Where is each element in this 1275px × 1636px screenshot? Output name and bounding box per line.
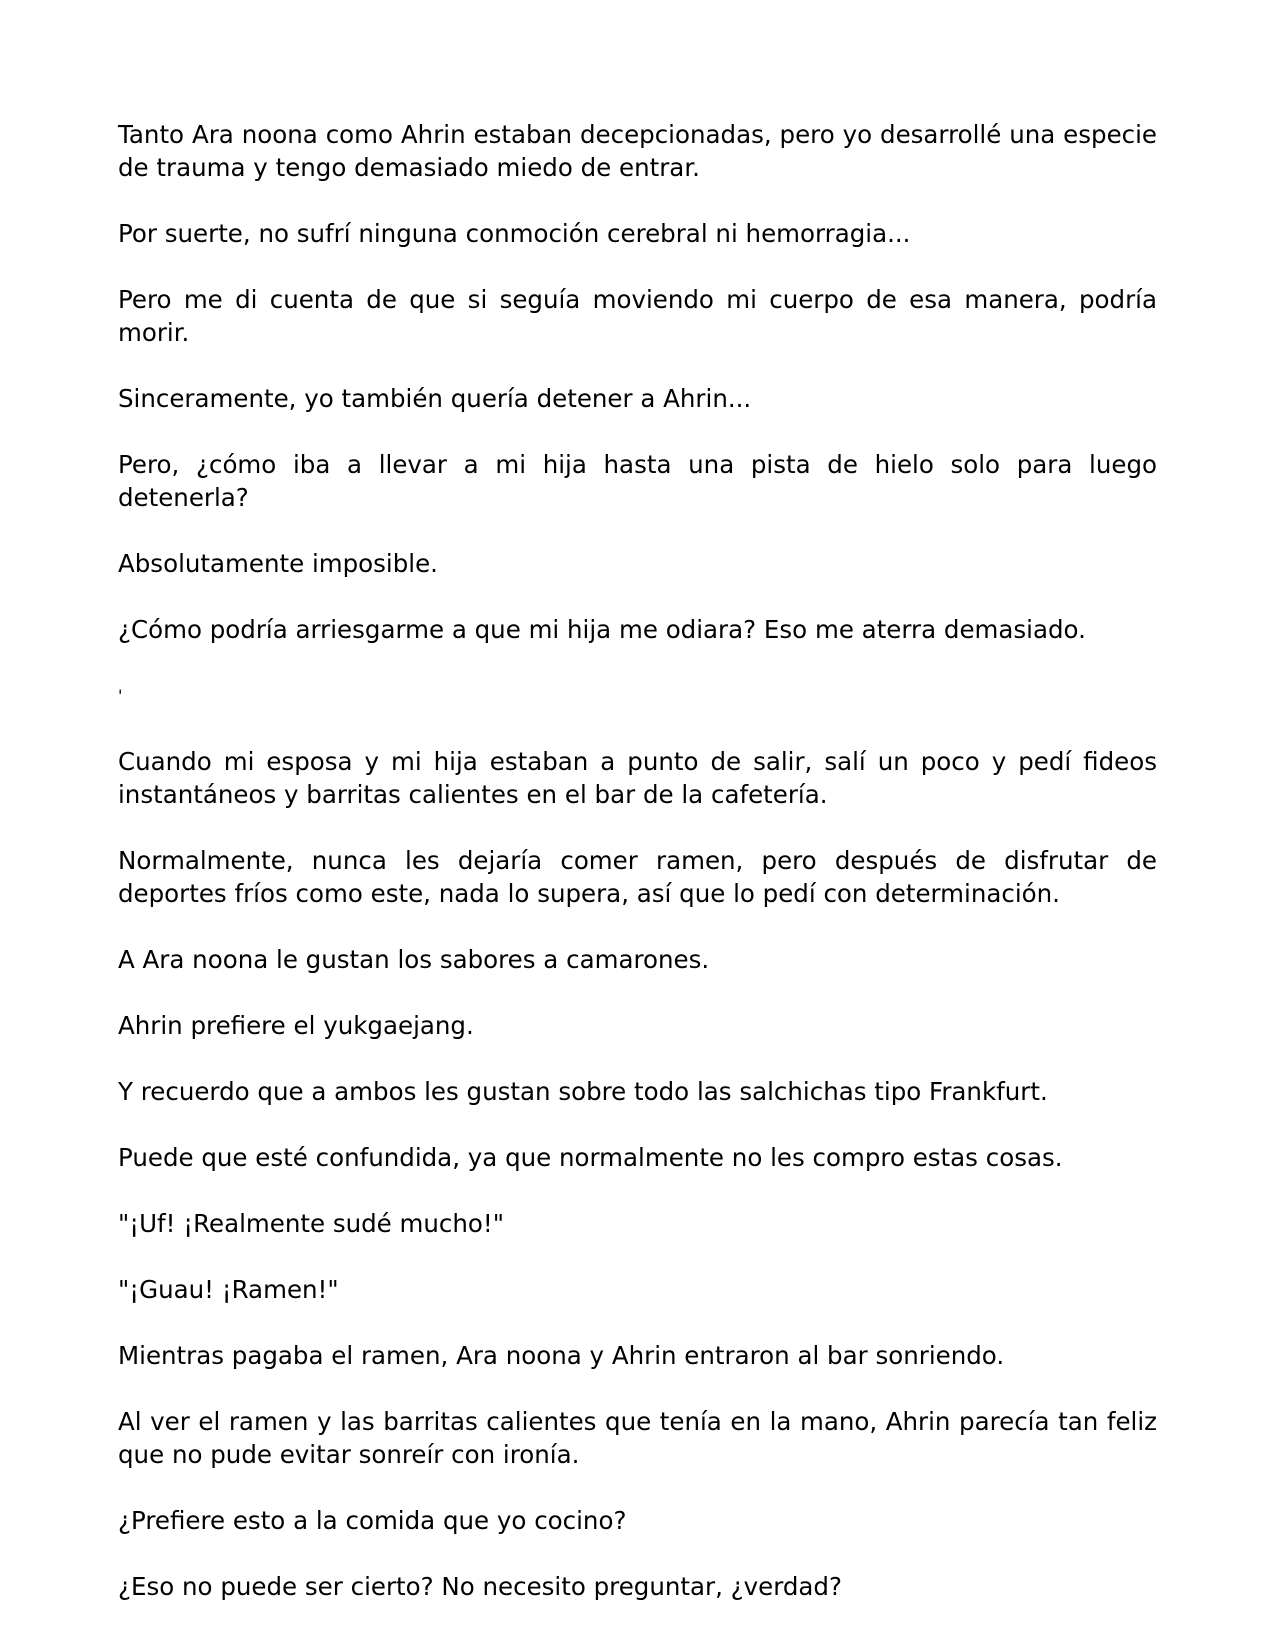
paragraph: Al ver el ramen y las barritas calientes que tenía en la mano, Ahrin parecía tan feliz que no pude evitar sonreír con ironía.	[118, 1407, 1157, 1469]
paragraph: ¿Eso no puede ser cierto? No necesito preguntar, ¿verdad?	[118, 1572, 842, 1601]
paragraph: Sinceramente, yo también quería detener a Ahrin...	[118, 384, 752, 413]
paragraph: Y recuerdo que a ambos les gustan sobre todo las salchichas tipo Frankfurt.	[118, 1077, 1048, 1106]
stray-mark: '	[118, 686, 123, 705]
paragraph: Tanto Ara noona como Ahrin estaban decepcionadas, pero yo desarrollé una especie de trauma y tengo demasiado miedo de entrar.	[118, 120, 1157, 182]
dialogue-line: "¡Guau! ¡Ramen!"	[118, 1275, 339, 1304]
paragraph: Puede que esté confundida, ya que normalmente no les compro estas cosas.	[118, 1143, 1063, 1172]
paragraph: Pero, ¿cómo iba a llevar a mi hija hasta una pista de hielo solo para luego detenerla?	[118, 450, 1157, 512]
paragraph: ¿Prefiere esto a la comida que yo cocino?	[118, 1506, 627, 1535]
paragraph: Pero me di cuenta de que si seguía moviendo mi cuerpo de esa manera, podría morir.	[118, 285, 1157, 347]
text-column	[118, 118, 1157, 1636]
paragraph: Absolutamente imposible.	[118, 549, 438, 578]
paragraph: Ahrin prefiere el yukgaejang.	[118, 1011, 474, 1040]
paragraph: Por suerte, no sufrí ninguna conmoción cerebral ni hemorragia...	[118, 219, 911, 248]
paragraph: Normalmente, nunca les dejaría comer ramen, pero después de disfrutar de deportes fríos como este, nada lo supera, así que lo pedí con determinación.	[118, 846, 1157, 908]
paragraph: A Ara noona le gustan los sabores a camarones.	[118, 945, 710, 974]
paragraph: ¿Cómo podría arriesgarme a que mi hija me odiara? Eso me aterra demasiado.	[118, 615, 1086, 644]
paragraph: Mientras pagaba el ramen, Ara noona y Ahrin entraron al bar sonriendo.	[118, 1341, 1005, 1370]
paragraph: Cuando mi esposa y mi hija estaban a punto de salir, salí un poco y pedí fideos instantáneos y barritas calientes en el bar de la cafetería.	[118, 747, 1157, 809]
dialogue-line: "¡Uf! ¡Realmente sudé mucho!"	[118, 1209, 505, 1238]
